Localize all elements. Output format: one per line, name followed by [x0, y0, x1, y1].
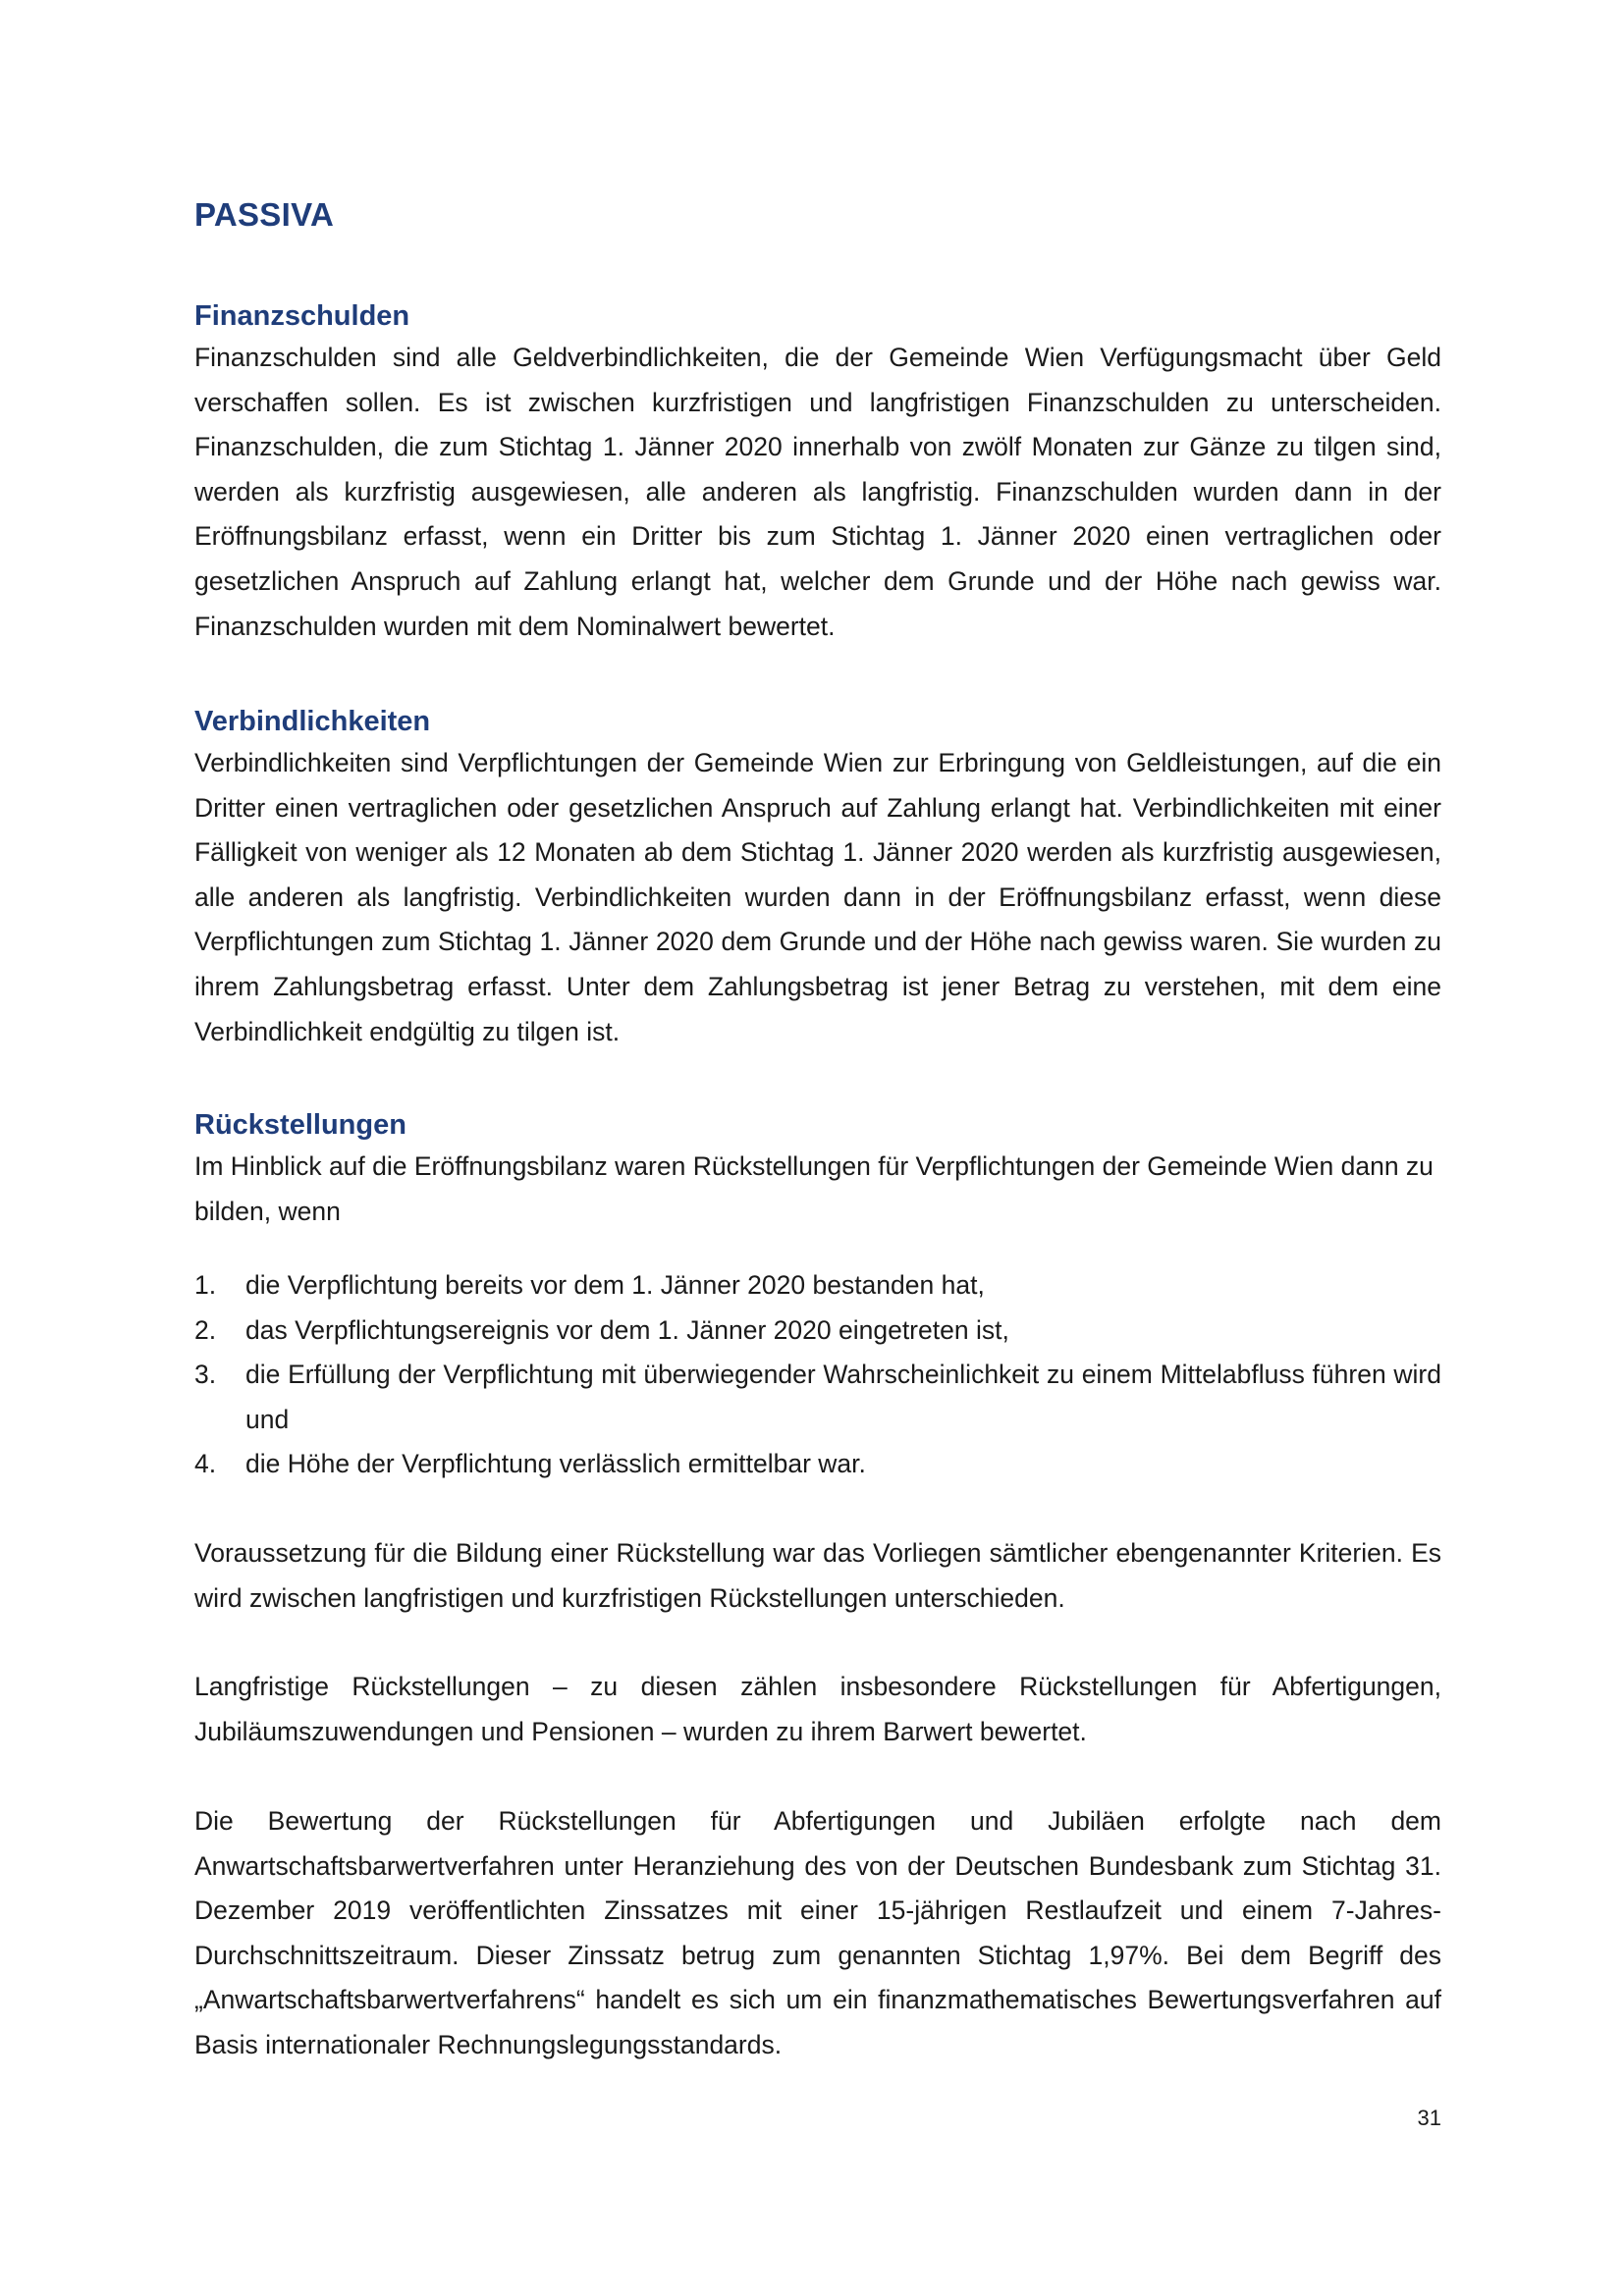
list-item-text: das Verpflichtungsereignis vor dem 1. Jänner 2020 eingetreten ist, — [245, 1314, 1009, 1345]
section-heading-finanzschulden: Finanzschulden — [194, 300, 410, 332]
rueckstellungen-para-3-block — [194, 1799, 1441, 2068]
rueckstellungen-para-2-block — [194, 1665, 1441, 1754]
list-item — [194, 1308, 1441, 1354]
list-item-text: die Erfüllung der Verpflichtung mit überwiegender Wahrscheinlichkeit zu einem Mittelabfluss führen wird und — [245, 1360, 1441, 1434]
list-item — [194, 1442, 1441, 1487]
list-item-number: 1. — [194, 1270, 217, 1300]
criteria-list — [194, 1263, 1441, 1487]
finanzschulden-text: Finanzschulden sind alle Geldverbindlichkeiten, die der Gemeinde Wien Verfügungsmacht über Geld verschaffen sollen. Es ist zwischen kurzfristigen und langfristigen Finanzschulden zu unterscheiden. Finanzschulden, die zum Stichtag 1. Jänner 2020 innerhalb von zwölf Monaten zur Gänze zu tilgen sind, werden als kurzfristig ausgewiesen, alle anderen als langfristig. Finanzschulden wurden dann in der Eröffnungsbilanz erfasst, wenn ein Dritter bis zum Stichtag 1. Jänner 2020 einen vertraglichen oder gesetzlichen Anspruch auf Zahlung erlangt hat, welcher dem Grunde und der Höhe nach gewiss war. Finanzschulden wurden mit dem Nominalwert bewertet. — [194, 343, 1441, 641]
list-item — [194, 1353, 1441, 1442]
list-item — [194, 1263, 1441, 1308]
list-item-number: 2. — [194, 1314, 217, 1345]
section-rueckstellungen — [194, 1105, 1441, 1234]
rueckstellungen-para-1: Voraussetzung für die Bildung einer Rückstellung war das Vorliegen sämtlicher ebengenannter Kriterien. Es wird zwischen langfristigen und kurzfristigen Rückstellungen unterschieden. — [194, 1538, 1441, 1613]
section-verbindlichkeiten — [194, 702, 1441, 1054]
section-heading-verbindlichkeiten: Verbindlichkeiten — [194, 706, 431, 737]
rueckstellungen-para-1-block — [194, 1531, 1441, 1621]
verbindlichkeiten-text: Verbindlichkeiten sind Verpflichtungen der Gemeinde Wien zur Erbringung von Geldleistungen, auf die ein Dritter einen vertraglichen oder gesetzlichen Anspruch auf Zahlung erlangt hat. Verbindlichkeiten mit einer Fälligkeit von weniger als 12 Monaten ab dem Stichtag 1. Jänner 2020 werden als kurzfristig ausgewiesen, alle anderen als langfristig. Verbindlichkeiten wurden dann in der Eröffnungsbilanz erfasst, wenn diese Verpflichtungen zum Stichtag 1. Jänner 2020 dem Grunde und der Höhe nach gewiss waren. Sie wurden zu ihrem Zahlungsbetrag erfasst. Unter dem Zahlungsbetrag ist jener Betrag zu verstehen, mit dem eine Verbindlichkeit endgültig zu tilgen ist. — [194, 748, 1441, 1046]
page-number: 31 — [1417, 2106, 1441, 2130]
list-item-text: die Höhe der Verpflichtung verlässlich ermittelbar war. — [245, 1449, 866, 1479]
section-finanzschulden — [194, 296, 1441, 649]
rueckstellungen-para-2: Langfristige Rückstellungen – zu diesen zählen insbesondere Rückstellungen für Abfertigungen, Jubiläumszuwendungen und Pensionen – wurden zu ihrem Barwert bewertet. — [194, 1672, 1441, 1746]
section-heading-rueckstellungen: Rückstellungen — [194, 1109, 406, 1141]
list-item-text: die Verpflichtung bereits vor dem 1. Jänner 2020 bestanden hat, — [245, 1270, 985, 1300]
criteria-list-block — [194, 1263, 1441, 1487]
page-title: PASSIVA — [194, 196, 335, 233]
list-item-number: 4. — [194, 1449, 217, 1479]
list-item-number: 3. — [194, 1360, 217, 1390]
rueckstellungen-para-3: Die Bewertung der Rückstellungen für Abfertigungen und Jubiläen erfolgte nach dem Anwartschaftsbarwertverfahren unter Heranziehung des von der Deutschen Bundesbank zum Stichtag 31. Dezember 2019 veröffentlichten Zinssatzes mit einer 15-jährigen Restlaufzeit und einem 7-Jahres-Durchschnittszeitraum. Dieser Zinssatz betrug zum genannten Stichtag 1,97%. Bei dem Begriff des „Anwartschaftsbarwertverfahrens“ handelt es sich um ein finanzmathematisches Bewertungsverfahren auf Basis internationaler Rechnungslegungsstandards. — [194, 1806, 1441, 2059]
rueckstellungen-intro: Im Hinblick auf die Eröffnungsbilanz waren Rückstellungen für Verpflichtungen der Gemeinde Wien dann zu bilden, wenn — [194, 1151, 1434, 1226]
